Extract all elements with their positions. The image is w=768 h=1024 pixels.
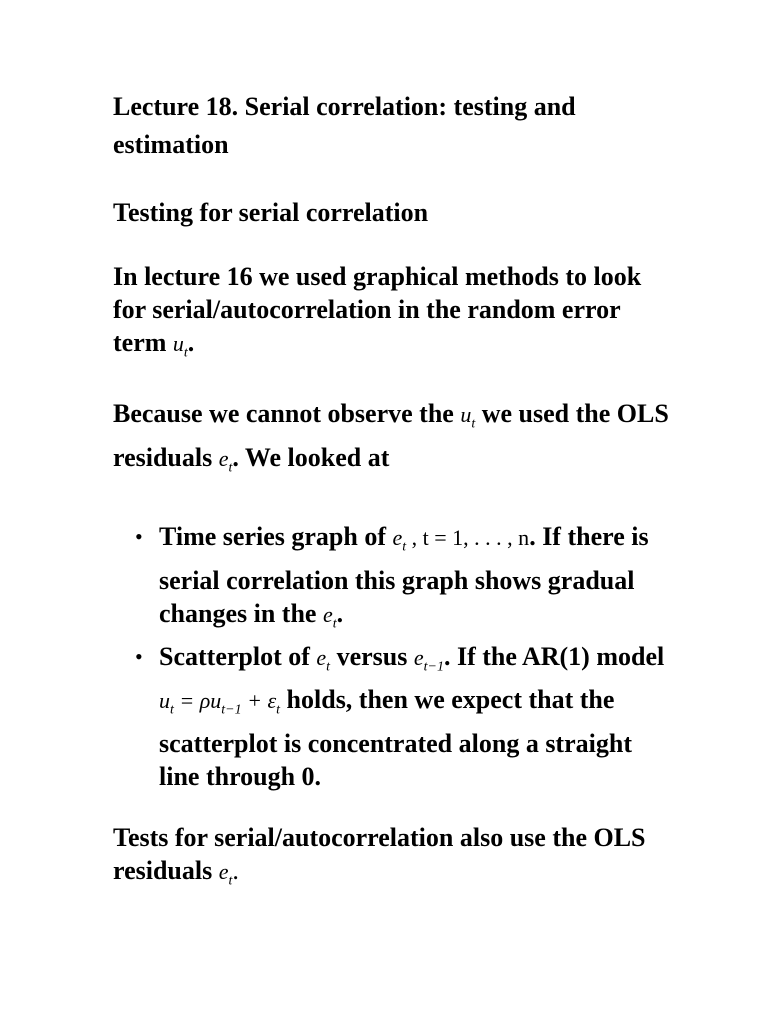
paragraph-intro-text: In lecture 16 we used graphical methods to look for serial/autocorrelation in the random error term xyxy=(113,262,642,357)
math-e-t: $e_t$ xyxy=(322,601,337,631)
math-e-t-sequence: $e_t$ , t = 1, . . . , n xyxy=(392,525,530,555)
paragraph-residuals-text-b: we used the OLS residuals xyxy=(113,399,669,472)
document-page xyxy=(113,88,673,897)
math-u-t: $u_t$ xyxy=(172,331,188,361)
paragraph-intro-end: . xyxy=(187,328,195,357)
paragraph-tests-text: Tests for serial/autocorrelation also use the OLS residuals xyxy=(113,822,646,885)
paragraph-tests-end: . xyxy=(232,855,239,885)
paragraph-intro xyxy=(113,260,673,369)
math-ar1-model: $u_t = \rho u_{t-1} + \varepsilon_t$ xyxy=(159,688,281,718)
bullet-icon: • xyxy=(135,643,143,669)
math-e-t: $e_t$ xyxy=(218,858,233,889)
paragraph-residuals-text-a: Because we cannot observe the xyxy=(113,399,454,429)
math-u-t: $u_t$ xyxy=(460,402,476,432)
list-item: • Time series graph of $e_t$ , t = 1, . . . , n. If there is serial correlation this graph shows gradual changes in the $e_t$. xyxy=(135,522,649,631)
list-item: • Scatterplot of $e_t$ versus $e_{t-1}$. If the AR(1) model $u_t = \rho u_{t-1} + \varepsilon_t$ holds, then we expect that the scatterplot is concentrated along a straight line through 0. xyxy=(135,641,665,791)
math-e-t: $e_t$ xyxy=(218,445,233,476)
paragraph-tests xyxy=(113,821,673,897)
bullet-list xyxy=(113,520,673,793)
paragraph-residuals xyxy=(113,397,673,484)
math-e-t-minus-1: $e_{t-1}$ xyxy=(413,644,444,675)
paragraph-residuals-text-c: . We looked at xyxy=(232,442,390,472)
page-title: Lecture 18. Serial correlation: testing and estimation xyxy=(113,92,576,159)
bullet-icon: • xyxy=(135,524,143,550)
math-e-t: $e_t$ xyxy=(316,644,331,675)
section-heading: Testing for serial correlation xyxy=(113,198,429,227)
